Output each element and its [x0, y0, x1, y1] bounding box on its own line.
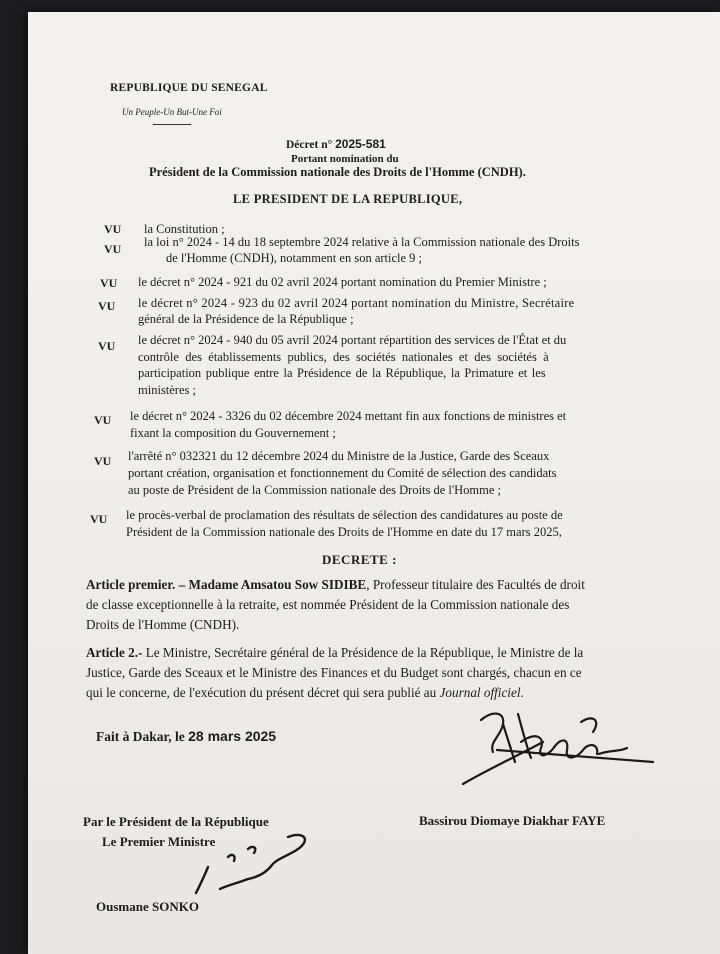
decree-number [286, 137, 386, 151]
countersign-line-1: Par le Président de la République [83, 814, 269, 829]
decree-page [28, 12, 720, 954]
president-signature [423, 702, 683, 792]
vu-label: VU [98, 299, 116, 313]
article-1-label: Article premier. – [86, 577, 186, 592]
article-2: Article 2.- Le Ministre, Secrétaire général de la Présidence de la République, le Ministre de la Justice, Garde des Sceaux et le Ministre des Finances et du Budget sont chargés, chacun en ce qui le concerne, de l'exécution du présent décret qui sera publié au Journal officiel. [86, 645, 584, 700]
vu-item: le décret n° 2024 - 940 du 05 avril 2024 portant répartition des services de l'État et du contrôle des établissements publics, des sociétés nationales et des sociétés à participation publique entre la Présidence de la République, la Primature et les ministères ; [138, 333, 567, 397]
vu-label: VU [90, 512, 108, 526]
national-motto: Un Peuple-Un But-Une Foi [122, 107, 222, 117]
vu-label: VU [94, 454, 112, 468]
motto-divider [153, 124, 191, 125]
nominee-name: Madame Amsatou Sow SIDIBE [188, 577, 367, 592]
countersign-line-2: Le Premier Ministre [102, 834, 216, 849]
vu-item: la Constitution ; [144, 222, 225, 236]
vu-label: VU [98, 339, 116, 353]
article-1: Article premier. – Madame Amsatou Sow SIDIBE, Professeur titulaire des Facultés de droit de classe exceptionnelle à la retraite, est nommée Président de la Commission nationale des Droits de l'Homme (CNDH). [86, 577, 585, 632]
signing-date: 28 mars 2025 [188, 728, 277, 744]
prime-minister-name: Ousmane SONKO [96, 899, 199, 914]
decrete-heading: DECRETE : [322, 552, 397, 567]
vu-item: le décret n° 2024 - 923 du 02 avril 2024 portant nomination du Ministre, Secrétaire général de la Présidence de la République ; [138, 296, 575, 326]
issuer-heading: LE PRESIDENT DE LA REPUBLIQUE, [233, 192, 463, 206]
decree-number-label: Décret n° [286, 139, 333, 151]
decree-subject-line-1: Portant nomination du [291, 153, 399, 165]
president-name: Bassirou Diomaye Diakhar FAYE [419, 813, 606, 828]
vu-item: le décret n° 2024 - 3326 du 02 décembre 2024 mettant fin aux fonctions de ministres et fixant la composition du Gouvernement ; [130, 409, 567, 440]
prime-minister-signature [148, 827, 348, 907]
vu-item: l'arrêté n° 032321 du 12 décembre 2024 du Ministre de la Justice, Garde des Sceaux portant création, organisation et fonctionnement du Comité de sélection des candidats au poste de Président de la Commission nationale des Droits de l'Homme ; [128, 449, 557, 497]
decree-subject-line-2: Président de la Commission nationale des Droits de l'Homme (CNDH). [149, 165, 526, 179]
country-heading: REPUBLIQUE DU SENEGAL [110, 82, 268, 94]
vu-item: le décret n° 2024 - 921 du 02 avril 2024 portant nomination du Premier Ministre ; [138, 275, 547, 289]
article-2-label: Article 2.- [86, 645, 143, 660]
vu-label: VU [100, 276, 118, 290]
vu-label: VU [94, 413, 112, 427]
decree-number-value: 2025-581 [335, 137, 386, 151]
journal-officiel: Journal officiel [439, 685, 521, 700]
vu-label: VU [104, 242, 122, 256]
vu-label: VU [104, 222, 122, 236]
signing-place-date: Fait à Dakar, le 28 mars 2025 [96, 728, 277, 744]
vu-item: la loi n° 2024 - 14 du 18 septembre 2024 relative à la Commission nationale des Droits de l'Homme (CNDH), notamment en son article 9 ; [144, 235, 580, 265]
vu-item: le procès-verbal de proclamation des résultats de sélection des candidatures au poste de Président de la Commission nationale des Droits de l'Homme en date du 17 mars 2025, [126, 508, 563, 539]
